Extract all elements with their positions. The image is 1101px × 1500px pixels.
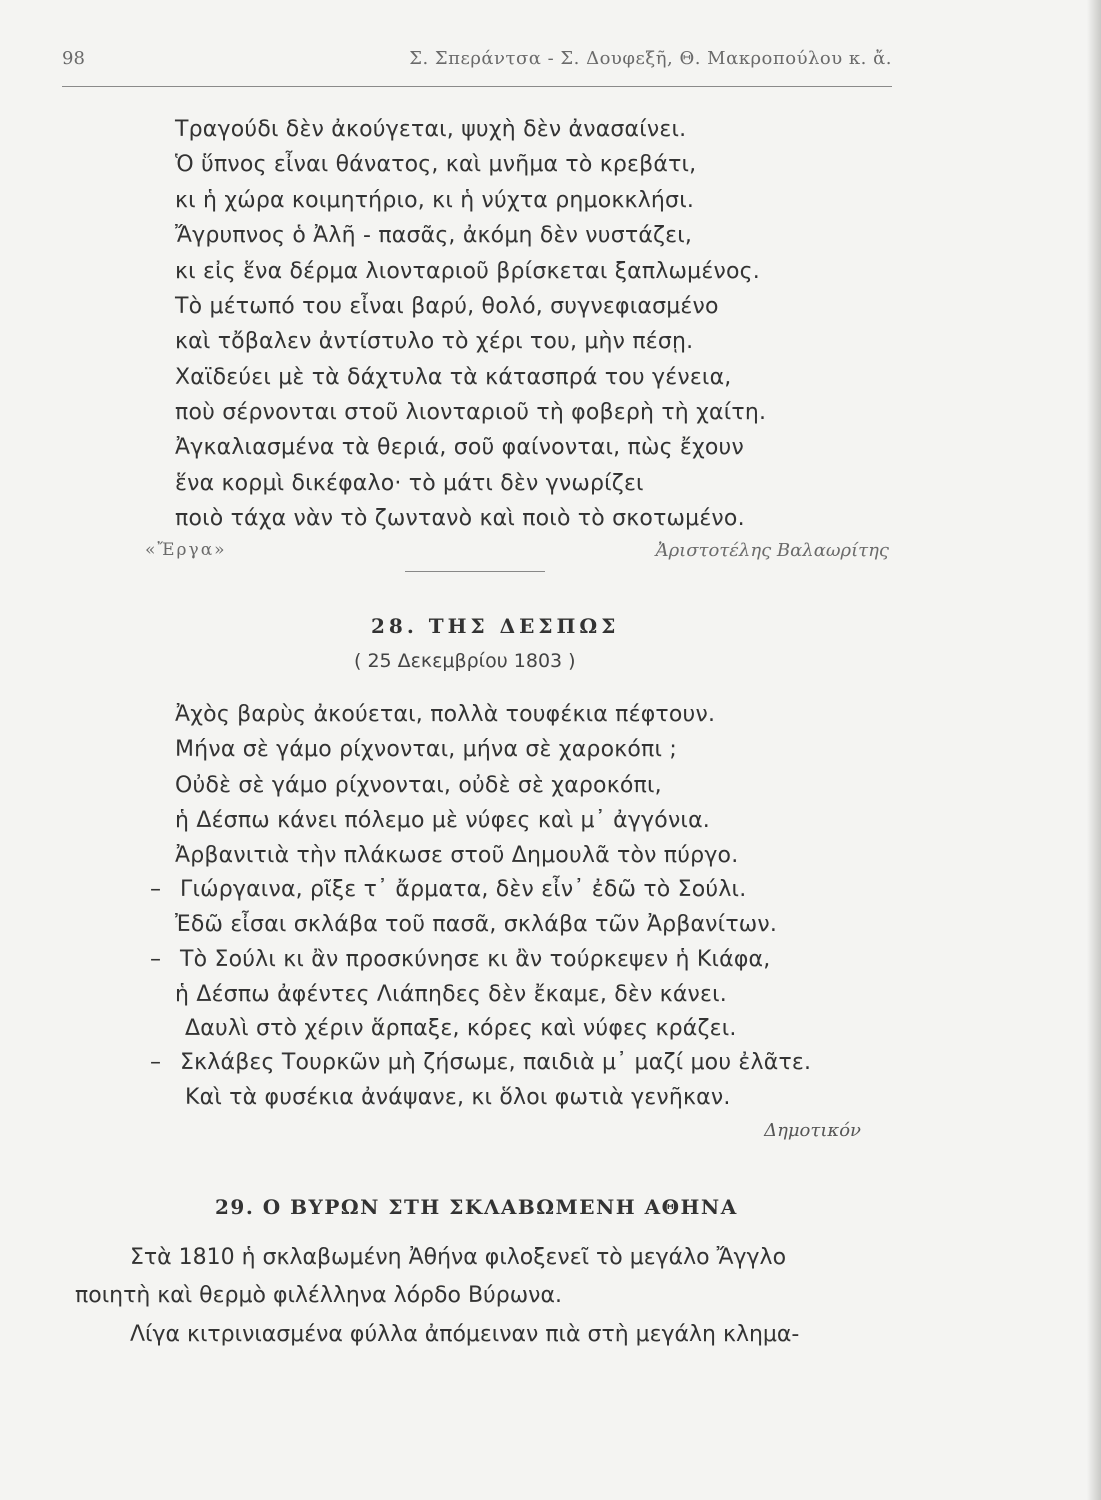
- poem-line: Σκλάβες Τουρκῶν μὴ ζήσωμε, παιδιὰ μ᾽ μαζί μου ἐλᾶτε.: [180, 1050, 812, 1075]
- poem-line: Τὸ Σούλι κι ἂν προσκύνησε κι ἂν τούρκεψεν ἡ Κιάφα,: [180, 947, 771, 972]
- poem-line: Ἀρβανιτιὰ τὴν πλάκωσε στοῦ Δημουλᾶ τὸν πύργο.: [175, 843, 739, 868]
- poem-line: Τραγούδι δὲν ἀκούγεται, ψυχὴ δὲν ἀνασαίνει.: [175, 117, 687, 142]
- section-28-date: ( 25 Δεκεμβρίου 1803 ): [354, 650, 576, 672]
- poem-line: Τὸ μέτωπό του εἶναι βαρύ, θολό, συγνεφιασμένο: [175, 294, 719, 319]
- poem-line: Ἀχὸς βαρὺς ἀκούεται, πολλὰ τουφέκια πέφτουν.: [175, 702, 716, 727]
- section-29-title: 29. Ο ΒΥΡΩΝ ΣΤΗ ΣΚΛΑΒΩΜΕΝΗ ΑΘΗΝΑ: [215, 1195, 738, 1219]
- dialogue-dash: –: [150, 877, 161, 902]
- running-title: Σ. Σπεράντσα - Σ. Δουφεξῆ, Θ. Μακροπούλου κ. ἄ.: [409, 48, 892, 69]
- poem-line: ποὺ σέρνονται στοῦ λιονταριοῦ τὴ φοβερὴ τὴ χαίτη.: [175, 400, 767, 425]
- paragraph-line: ποιητὴ καὶ θερμὸ φιλέλληνα λόρδο Βύρωνα.: [75, 1283, 562, 1308]
- poem-line: Μήνα σὲ γάμο ρίχνονται, μήνα σὲ χαροκόπι ;: [175, 737, 677, 762]
- page-header: [62, 44, 892, 74]
- section-divider: [405, 571, 545, 572]
- poem-line: ἡ Δέσπω ἀφέντες Λιάπηδες δὲν ἔκαμε, δὲν κάνει.: [175, 982, 727, 1007]
- poem-line: Ὁ ὕπνος εἶναι θάνατος, καὶ μνῆμα τὸ κρεβάτι,: [175, 152, 697, 177]
- poem-line: Χαϊδεύει μὲ τὰ δάχτυλα τὰ κάτασπρά του γένεια,: [175, 365, 732, 390]
- poem-line: Δαυλὶ στὸ χέριν ἅρπαξε, κόρες καὶ νύφες κράζει.: [185, 1016, 737, 1041]
- poem-line: καὶ τὄβαλεν ἀντίστυλο τὸ χέρι του, μὴν πέσῃ.: [175, 329, 694, 354]
- header-divider: [62, 86, 892, 87]
- section-28-title: 28. ΤΗΣ ΔΕΣΠΩΣ: [371, 614, 620, 638]
- poem-line: ἡ Δέσπω κάνει πόλεμο μὲ νύφες καὶ μ᾽ ἀγγόνια.: [175, 808, 710, 833]
- poem-source: «Ἔργα»: [145, 540, 227, 560]
- poem-line: ἕνα κορμὶ δικέφαλο· τὸ μάτι δὲν γνωρίζει: [175, 471, 644, 496]
- dialogue-dash: –: [150, 947, 161, 972]
- dialogue-dash: –: [150, 1050, 161, 1075]
- paragraph-line: Στὰ 1810 ἡ σκλαβωμένη Ἀθήνα φιλοξενεῖ τὸ μεγάλο Ἄγγλο: [130, 1245, 787, 1270]
- poem-line: Γιώργαινα, ρῖξε τ᾽ ἄρματα, δὲν εἶν᾽ ἐδῶ τὸ Σούλι.: [180, 877, 747, 902]
- poem-line: Ἄγρυπνος ὁ Ἀλῆ - πασᾶς, ἀκόμη δὲν νυστάζει,: [175, 223, 693, 248]
- poem-signature: Δημοτικόν: [764, 1120, 861, 1141]
- page-number: 98: [62, 48, 85, 69]
- poem-line: Ἀγκαλιασμένα τὰ θεριά, σοῦ φαίνονται, πὼς ἔχουν: [175, 435, 744, 460]
- poem-line: ποιὸ τάχα νὰν τὸ ζωντανὸ καὶ ποιὸ τὸ σκοτωμένο.: [175, 506, 745, 531]
- poem-line: Καὶ τὰ φυσέκια ἀνάψανε, κι ὅλοι φωτιὰ γενῆκαν.: [185, 1085, 731, 1110]
- paragraph-line: Λίγα κιτρινιασμένα φύλλα ἀπόμειναν πιὰ στὴ μεγάλη κλημα-: [130, 1322, 800, 1347]
- poem-line: Οὐδὲ σὲ γάμο ρίχνονται, οὐδὲ σὲ χαροκόπι,: [175, 773, 662, 798]
- poem-line: κι εἰς ἕνα δέρμα λιονταριοῦ βρίσκεται ξαπλωμένος.: [175, 259, 760, 284]
- page-edge-shadow: [1087, 0, 1101, 1500]
- poem-line: Ἐδῶ εἶσαι σκλάβα τοῦ πασᾶ, σκλάβα τῶν Ἀρβανίτων.: [175, 912, 778, 937]
- poem-line: κι ἡ χώρα κοιμητήριο, κι ἡ νύχτα ρημοκκλήσι.: [175, 188, 695, 213]
- poem-author: Ἀριστοτέλης Βαλαωρίτης: [655, 540, 889, 561]
